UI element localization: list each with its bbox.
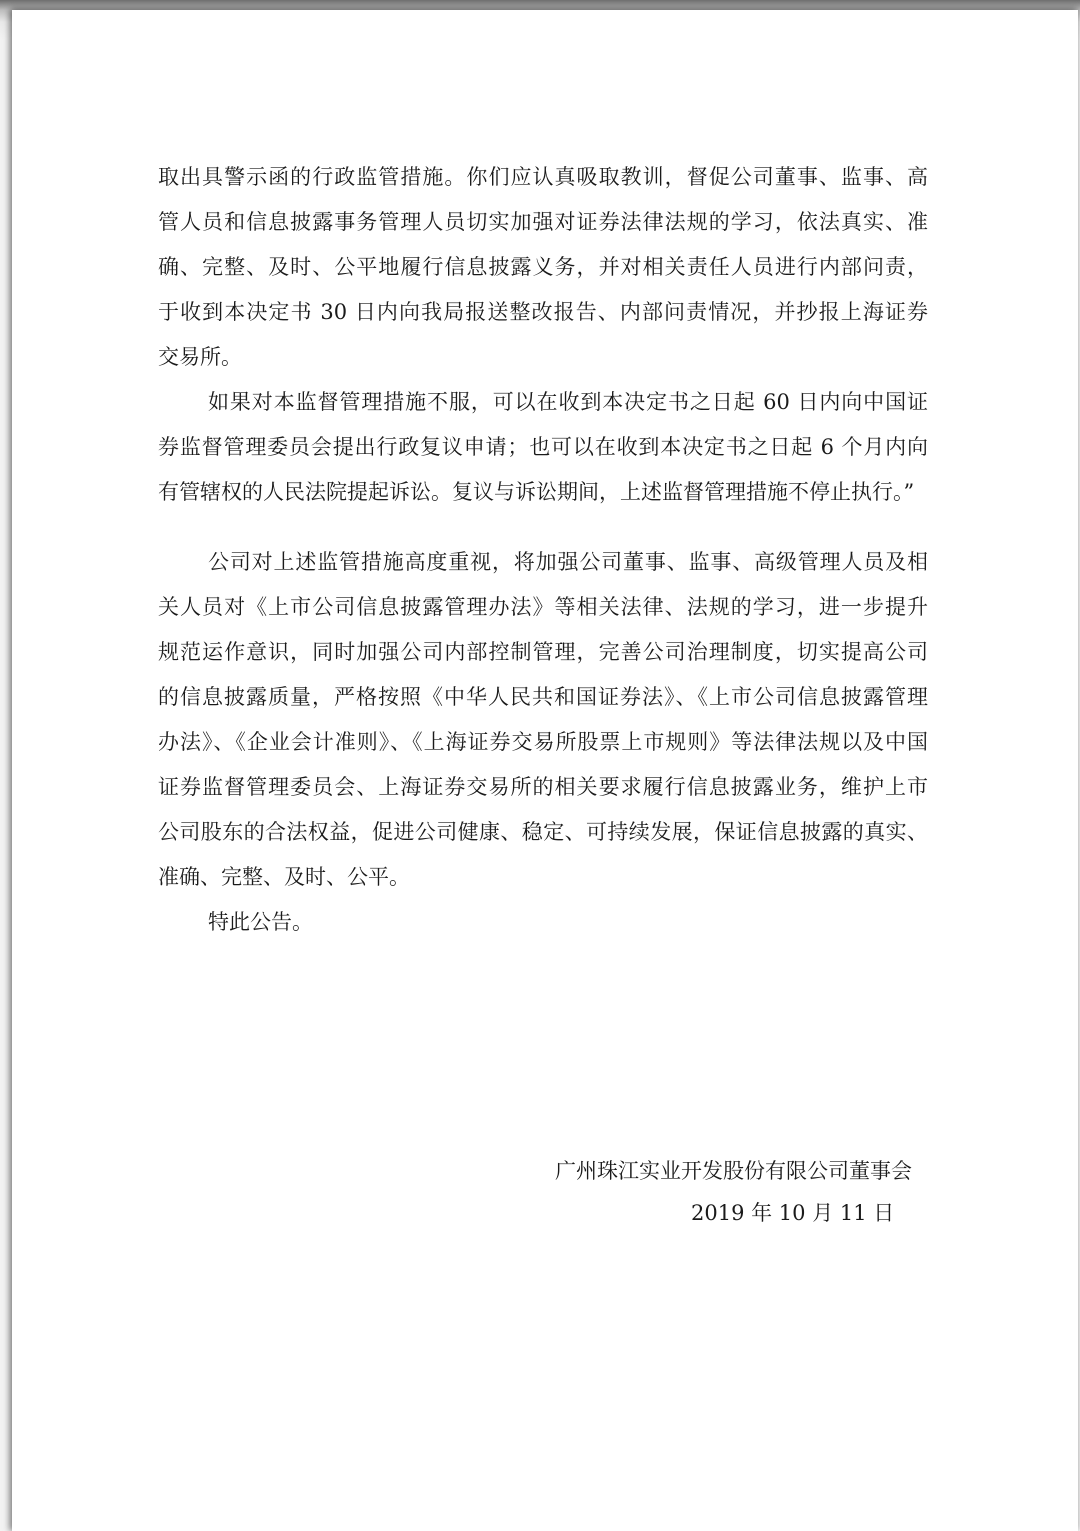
text-line: 准确、完整、及时、公平。 bbox=[158, 865, 410, 889]
paragraph-3 bbox=[158, 540, 928, 900]
closing-statement: 特此公告。 bbox=[208, 910, 313, 934]
text-line: 取出具警示函的行政监管措施。你们应认真吸取教训，督促公司董事、监事、高 bbox=[158, 165, 928, 189]
signature-company: 广州珠江实业开发股份有限公司董事会 bbox=[555, 1159, 912, 1183]
text-line: 如果对本监督管理措施不服，可以在收到本决定书之日起 60 日内向中国证 bbox=[208, 390, 928, 414]
signature-block bbox=[555, 1150, 912, 1234]
paragraph-2 bbox=[158, 380, 928, 515]
text-line: 有管辖权的人民法院提起诉讼。复议与诉讼期间，上述监督管理措施不停止执行。” bbox=[158, 480, 915, 504]
text-line: 公司对上述监管措施高度重视，将加强公司董事、监事、高级管理人员及相 bbox=[208, 550, 928, 574]
text-line: 证券监督管理委员会、上海证券交易所的相关要求履行信息披露业务，维护上市 bbox=[158, 775, 928, 799]
signature-date: 2019 年 10 月 11 日 bbox=[691, 1201, 895, 1225]
text-line: 关人员对《上市公司信息披露管理办法》等相关法律、法规的学习，进一步提升 bbox=[158, 595, 928, 619]
text-line: 的信息披露质量，严格按照《中华人民共和国证券法》、《上市公司信息披露管理 bbox=[158, 685, 928, 709]
text-line: 管人员和信息披露事务管理人员切实加强对证券法律法规的学习，依法真实、准 bbox=[158, 210, 928, 234]
text-line: 办法》、《企业会计准则》、《上海证券交易所股票上市规则》等法律法规以及中国 bbox=[158, 730, 928, 754]
text-line: 于收到本决定书 30 日内向我局报送整改报告、内部问责情况，并抄报上海证券 bbox=[158, 300, 928, 324]
paragraph-1 bbox=[158, 155, 928, 380]
text-line: 交易所。 bbox=[158, 345, 242, 369]
document-body bbox=[158, 155, 928, 945]
text-line: 券监督管理委员会提出行政复议申请；也可以在收到本决定书之日起 6 个月内向 bbox=[158, 435, 928, 459]
text-line: 确、完整、及时、公平地履行信息披露义务，并对相关责任人员进行内部问责， bbox=[158, 255, 928, 279]
text-line: 公司股东的合法权益，促进公司健康、稳定、可持续发展，保证信息披露的真实、 bbox=[158, 820, 928, 844]
paragraph-gap bbox=[158, 515, 928, 540]
text-line: 规范运作意识，同时加强公司内部控制管理，完善公司治理制度，切实提高公司 bbox=[158, 640, 928, 664]
